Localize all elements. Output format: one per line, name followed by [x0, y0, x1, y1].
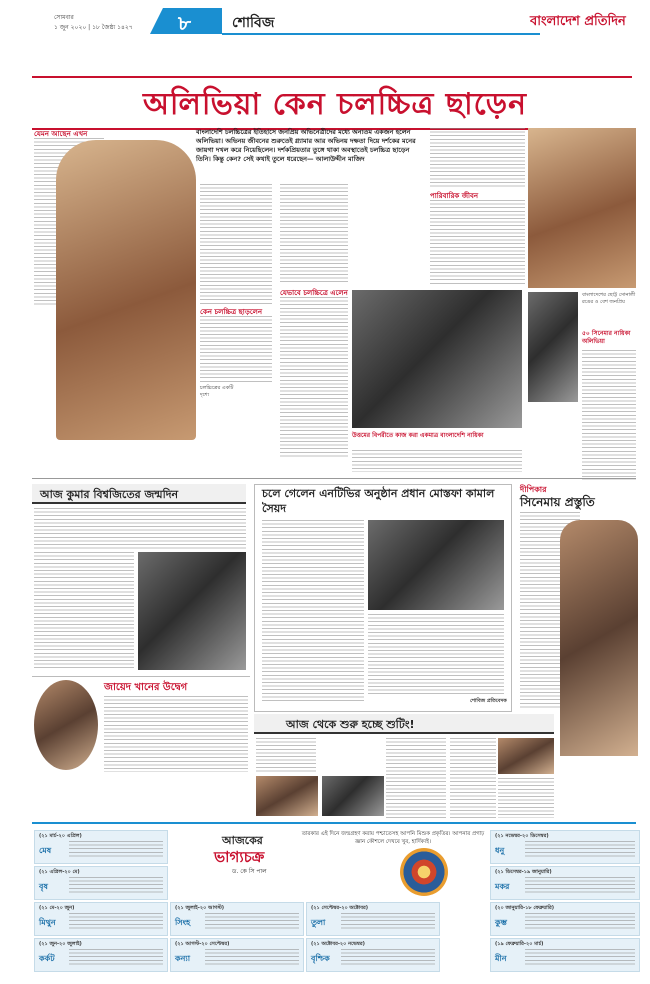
horoscope-sign-text: [69, 877, 163, 895]
horoscope-sign-dates: (১৯ ফেব্রুয়ারি-২০ মার্চ): [495, 941, 544, 947]
lead-col1-title: যেমন আছেন এখন: [34, 130, 88, 138]
kumar-biswajit-photo: [138, 552, 246, 670]
horoscope-sign-dates: (২১ এপ্রিল-২০ মে): [39, 869, 80, 875]
horoscope-sign-box: [34, 866, 168, 900]
birthday-text-left: [34, 552, 134, 670]
horoscope-sign-text: [341, 913, 435, 931]
horoscope-sign-name: তুলা: [311, 918, 326, 927]
horoscope-sign-text: [341, 949, 435, 967]
horoscope-sign-text: [205, 913, 299, 931]
horoscope-sign-name: মকর: [495, 882, 510, 891]
horoscope-author: ড. কে সি পাল: [232, 868, 267, 875]
lead-right-subhead: পারিবারিক জীবন: [430, 192, 479, 200]
zodiac-wheel-icon: [400, 848, 448, 896]
masthead-rule: [222, 33, 540, 35]
horoscope-sign-name: মিথুন: [39, 918, 56, 927]
horoscope-sign-text: [69, 841, 163, 859]
deepika-title: সিনেমায় প্রস্তুতি: [520, 495, 595, 509]
horoscope-sign-dates: (২১ অক্টোবর-২০ নভেম্বর): [311, 941, 365, 947]
obituary-title: চলে গেলেন এনটিভির অনুষ্ঠান প্রধান মোস্তফা কামাল সৈয়দ: [262, 487, 495, 515]
horoscope-sign-box: [490, 866, 640, 900]
birthday-title: আজ কুমার বিশ্বজিতের জন্মদিন: [40, 488, 179, 501]
shooting-scene-photo-3: [498, 738, 554, 774]
jayed-text: [104, 696, 248, 772]
shooting-scene-photo-2: [322, 776, 384, 816]
horoscope-sign-dates: (২১ ডিসেম্বর-১৯ জানুয়ারি): [495, 869, 552, 875]
birthday-text: [34, 508, 246, 550]
horoscope-sign-dates: (২১ মার্চ-২০ এপ্রিল): [39, 833, 82, 839]
section-name: শোবিজ: [232, 15, 275, 31]
horoscope-sign-text: [205, 949, 299, 967]
horoscope-sign-name: বৃশ্চিক: [311, 954, 330, 963]
obituary-text-right: [368, 614, 504, 696]
horoscope-sign-dates: (২১ জুলাই-২০ আগস্ট): [175, 905, 225, 911]
lead-left-subhead: কেন চলচ্চিত্র ছাড়লেন: [200, 308, 263, 316]
lead-body-col3: [280, 184, 348, 284]
masthead-date: ১ জুন ২০২০ | ১৮ জৈষ্ঠ্য ১৪২৭: [54, 24, 133, 31]
deepika-kicker: দীপিকার: [520, 485, 547, 494]
olivia-couple-photo: [528, 128, 636, 288]
lead-fifty-text: [582, 350, 636, 480]
horoscope-sign-name: কুম্ভ: [495, 918, 507, 927]
horoscope-sign-box: [490, 902, 640, 936]
horoscope-intro: তারকার এই দিনে জন্মগ্রহণ করায় পশ্চাতেসহ আপনি মিশুক প্রকৃতির। আপনার প্রগাঢ় জ্ঞান কৌশলে দেখবে খুব, হার্দিক্যই।: [301, 831, 485, 845]
horoscope-sign-text: [525, 913, 635, 931]
horoscope-sign-dates: (২১ মে-২০ জুন): [39, 905, 75, 911]
mostafa-kamal-syed-photo: [368, 520, 504, 610]
horoscope-sign-dates: (২১ জুন-২০ জুলাই): [39, 941, 82, 947]
horoscope-sign-box: [490, 830, 640, 864]
lead-body-col4b: [430, 200, 525, 286]
horoscope-title-bottom: ভাগ্যচক্র: [214, 848, 265, 866]
shooting-scene-photo-1: [256, 776, 318, 816]
brand-logo: বাংলাদেশ প্রতিদিন: [530, 14, 626, 29]
horoscope-sign-dates: (২০ জানুয়ারি-১৮ ফেব্রুয়ারি): [495, 905, 555, 911]
horoscope-sign-dates: (২১ নভেম্বর-২০ ডিসেম্বর): [495, 833, 549, 839]
horoscope-sign-box: [490, 938, 640, 972]
page-number: ৮: [178, 11, 191, 35]
obituary-credit: শোবিজ প্রতিবেদক: [470, 698, 507, 704]
shooting-text-3: [450, 738, 496, 818]
horoscope-sign-name: কন্যা: [175, 954, 191, 963]
horoscope-sign-name: কর্কট: [39, 954, 55, 963]
lead-mid-subhead: যেভাবে চলচ্চিত্রে এলেন: [280, 289, 348, 297]
uttam-olivia-film-still: [352, 290, 522, 428]
horoscope-title-top: আজকের: [222, 834, 263, 847]
lead-headline: অলিভিয়া কেন চলচ্চিত্র ছাড়েন: [142, 87, 528, 122]
jayed-title: জায়েদ খানের উদ্বেগ: [104, 682, 188, 693]
horoscope-sign-box: [34, 902, 168, 936]
masthead: [0, 0, 650, 70]
horoscope-sign-box: [170, 902, 304, 936]
horoscope-sign-box: [306, 902, 440, 936]
shooting-text-4: [498, 778, 554, 818]
lead-body-col3b: [280, 297, 348, 457]
deepika-photo: [560, 520, 638, 756]
horoscope-sign-name: ধনু: [495, 846, 505, 855]
section-divider-1: [32, 478, 636, 479]
masthead-day: সোমবার: [54, 14, 74, 21]
jayed-khan-photo: [34, 680, 98, 770]
horoscope-sign-dates: (২১ আগস্ট-২০ সেপ্টেম্বর): [175, 941, 230, 947]
horoscope-sign-dates: (২১ সেপ্টেম্বর-২০ অক্টোবর): [311, 905, 369, 911]
horoscope-sign-box: [34, 938, 168, 972]
horoscope-sign-text: [69, 949, 163, 967]
horoscope-sign-name: বৃষ: [39, 882, 48, 891]
obituary-text-left: [262, 520, 364, 702]
olivia-still-small: [528, 292, 578, 402]
lead-body-col2b: [200, 316, 272, 382]
horoscope-sign-text: [525, 877, 635, 895]
horoscope-sign-name: মেষ: [39, 846, 52, 855]
horoscope-sign-name: সিংহ: [175, 918, 191, 927]
shooting-text-1: [256, 738, 316, 772]
lead-caption-right: বাংলাদেশের ছোট্ট সোনালী রঙের ও বেশ জনপ্রিয়: [582, 292, 636, 305]
section-divider-2: [32, 822, 636, 824]
lead-caption-mid: উত্তমের বিপরীতে কাজ করা একমাত্র বাংলাদেশি নায়িকা: [352, 432, 484, 439]
olivia-portrait-photo: [56, 140, 196, 440]
lead-body-col4: [430, 128, 525, 188]
lead-caption-left: চলচ্চিত্রের একটি দৃশ্যে: [200, 385, 234, 398]
shooting-title: আজ থেকে শুরু হচ্ছে শুটিং!: [286, 718, 415, 731]
horoscope-sign-text: [69, 913, 163, 931]
horoscope-sign-box: [34, 830, 168, 864]
lead-body-col2: [200, 184, 272, 304]
horoscope-sign-text: [525, 841, 635, 859]
horoscope-sign-box: [306, 938, 440, 972]
lead-intro: বাংলাদেশি চলচ্চিত্রের ইতিহাসে জনপ্রিয় অভিনেত্রীদের মধ্যে অন্যতম একজন হলেন অলিভিয়া। অভিনয় জীবনের শুরুতেই গ্ল্যামার আর অভিনয় দক্ষতা দিয়ে দর্শকের মনের জায়গা দখল করে নিয়েছিলেন। দর্শকপ্রিয়তার তুঙ্গে থাকা অবস্থাতেই চলচ্চিত্র ছাড়েন তিনি। কিন্তু কেন? সেই কথাই তুলে ধরেছেন— আলাউদ্দীন মাজিদ: [196, 128, 416, 163]
horoscope-sign-box: [170, 938, 304, 972]
horoscope-sign-name: মীন: [495, 954, 507, 963]
horoscope-sign-text: [525, 949, 635, 967]
lead-caption-mid-text: [352, 450, 522, 472]
shooting-text-2: [386, 738, 446, 818]
lead-fifty-subhead: ৫০ সিনেমার নায়িকা অলিভিয়া: [582, 330, 631, 345]
